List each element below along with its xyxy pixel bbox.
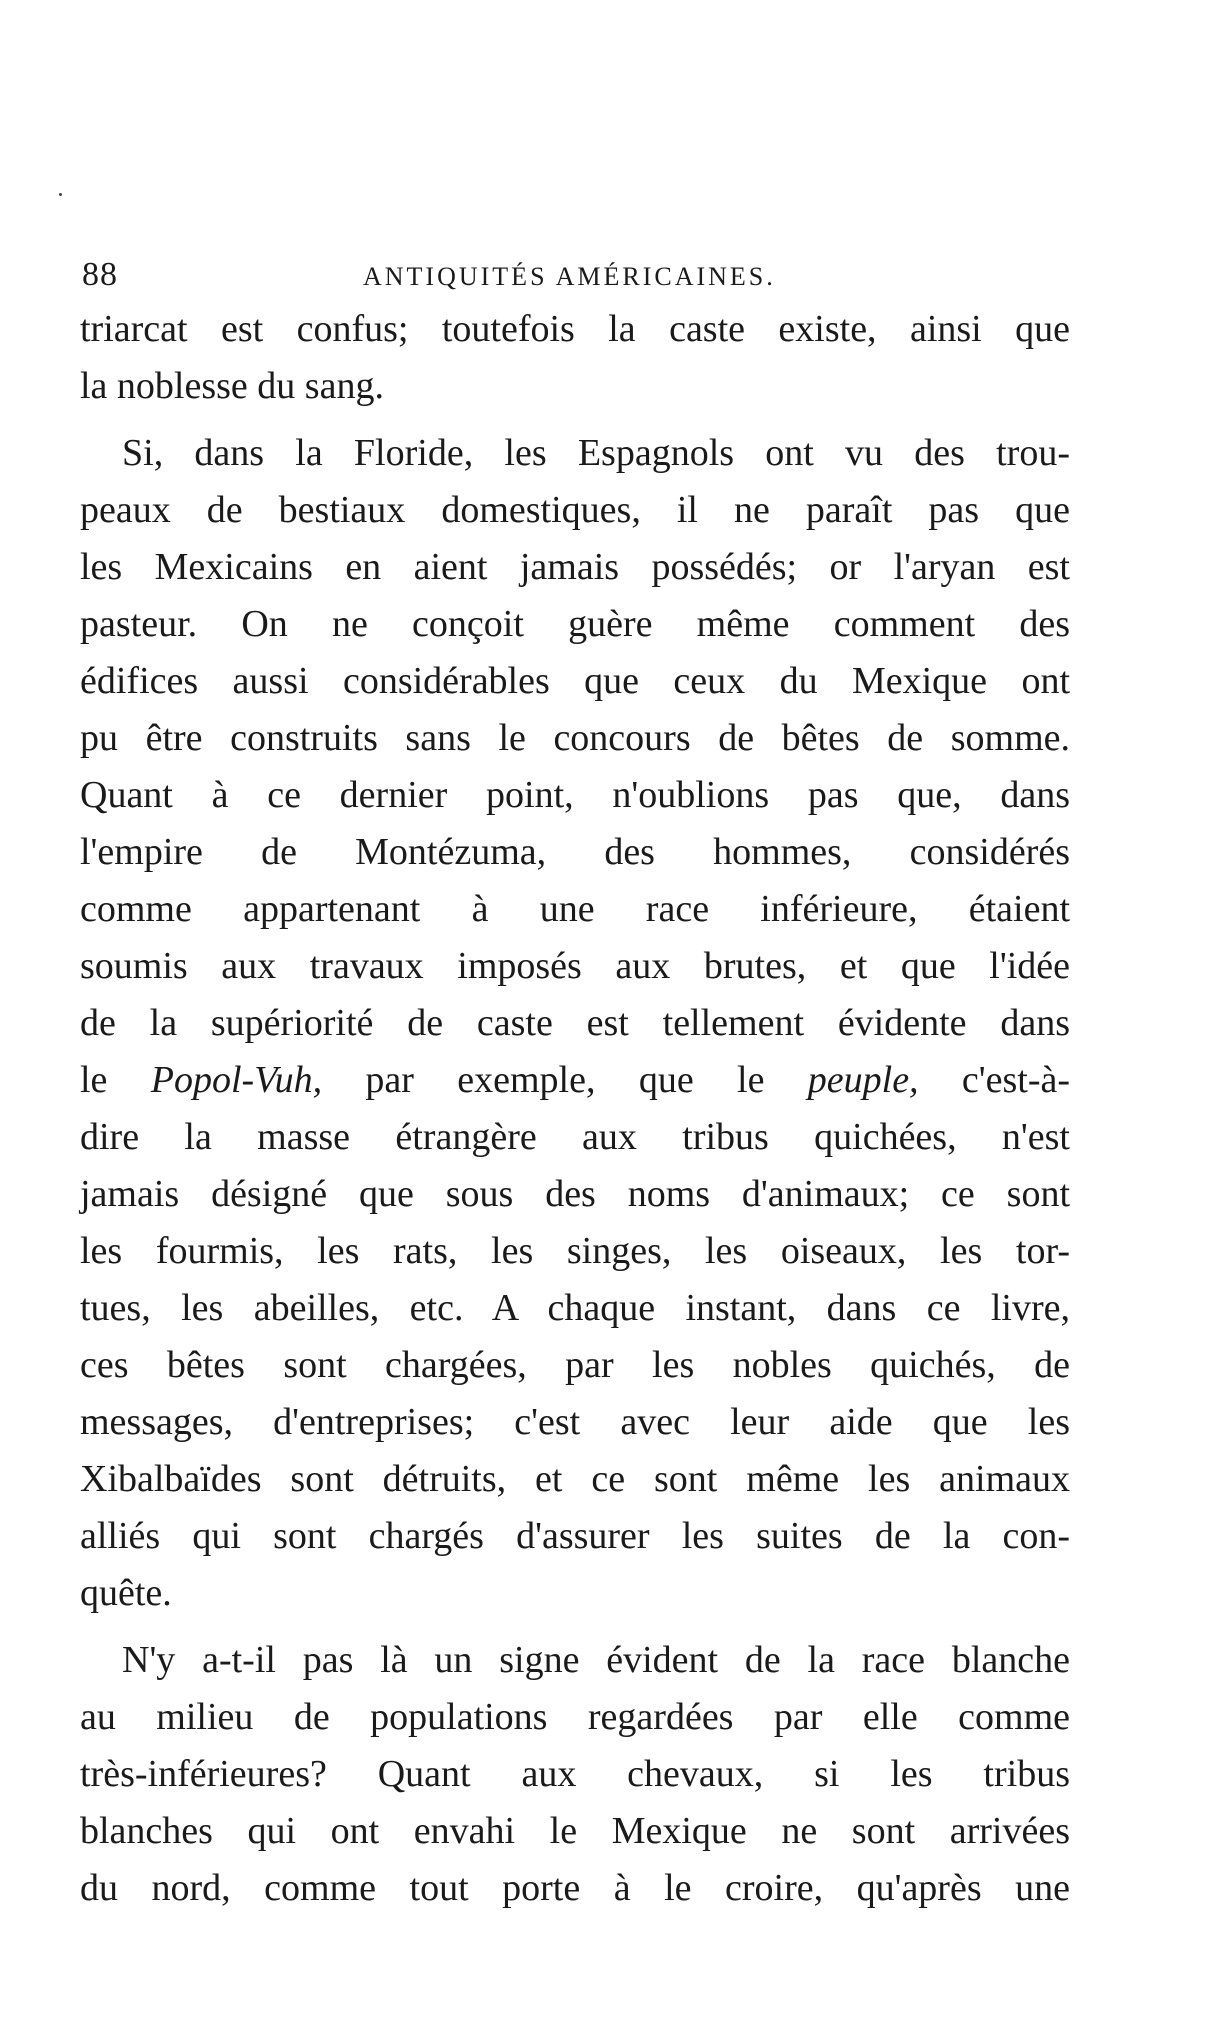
text-line: très-inférieures? Quant aux chevaux, si les tribus [80, 1753, 1070, 1795]
text-line: les fourmis, les rats, les singes, les oiseaux, les tor- [80, 1230, 1070, 1272]
italic-title-popol-vuh: Popol-Vuh, [150, 1059, 323, 1101]
text-line: la noblesse du sang. [80, 365, 384, 407]
print-speck [59, 193, 62, 196]
text-fragment: le [80, 1059, 151, 1101]
text-line: peaux de bestiaux domestiques, il ne paraît pas que [80, 489, 1070, 531]
text-line: blanches qui ont envahi le Mexique ne sont arrivées [80, 1810, 1070, 1852]
text-line: alliés qui sont chargés d'assurer les suites de la con- [80, 1515, 1070, 1557]
text-line: dire la masse étrangère aux tribus quichées, n'est [80, 1116, 1070, 1158]
text-line: triarcat est confus; toutefois la caste existe, ainsi que [80, 308, 1070, 350]
text-line: édifices aussi considérables que ceux du Mexique ont [80, 660, 1070, 702]
text-fragment: par exemple, que le [322, 1059, 808, 1101]
text-line: l'empire de Montézuma, des hommes, considérés [80, 831, 1070, 873]
italic-word-peuple: peuple, [807, 1059, 919, 1101]
page-number: 88 [82, 256, 118, 293]
text-line: du nord, comme tout porte à le croire, qu'après une [80, 1867, 1070, 1909]
text-line: quête. [80, 1572, 172, 1614]
running-title: ANTIQUITÉS AMÉRICAINES. [363, 262, 776, 291]
text-line-with-italics [80, 1052, 1070, 1109]
text-line: pasteur. On ne conçoit guère même comment des [80, 603, 1070, 645]
text-line: Quant à ce dernier point, n'oublions pas que, dans [80, 774, 1070, 816]
text-line: jamais désigné que sous des noms d'animaux; ce sont [80, 1173, 1070, 1215]
text-line: soumis aux travaux imposés aux brutes, et que l'idée [80, 945, 1070, 987]
text-line: Xibalbaïdes sont détruits, et ce sont même les animaux [80, 1458, 1070, 1500]
text-line: au milieu de populations regardées par elle comme [80, 1696, 1070, 1738]
text-line: de la supériorité de caste est tellement évidente dans [80, 1002, 1070, 1044]
text-line: pu être construits sans le concours de bêtes de somme. [80, 717, 1070, 759]
text-line: tues, les abeilles, etc. A chaque instant, dans ce livre, [80, 1287, 1070, 1329]
book-page [80, 256, 1070, 1909]
text-line: les Mexicains en aient jamais possédés; or l'aryan est [80, 546, 1070, 588]
text-line: comme appartenant à une race inférieure, étaient [80, 888, 1070, 930]
running-head [80, 256, 1070, 296]
text-fragment: c'est-à- [918, 1059, 1070, 1101]
text-line: N'y a-t-il pas là un signe évident de la race blanche [122, 1639, 1070, 1681]
text-line: ces bêtes sont chargées, par les nobles quichés, de [80, 1344, 1070, 1386]
text-line: messages, d'entreprises; c'est avec leur aide que les [80, 1401, 1070, 1443]
text-line: Si, dans la Floride, les Espagnols ont vu des trou- [122, 432, 1070, 474]
